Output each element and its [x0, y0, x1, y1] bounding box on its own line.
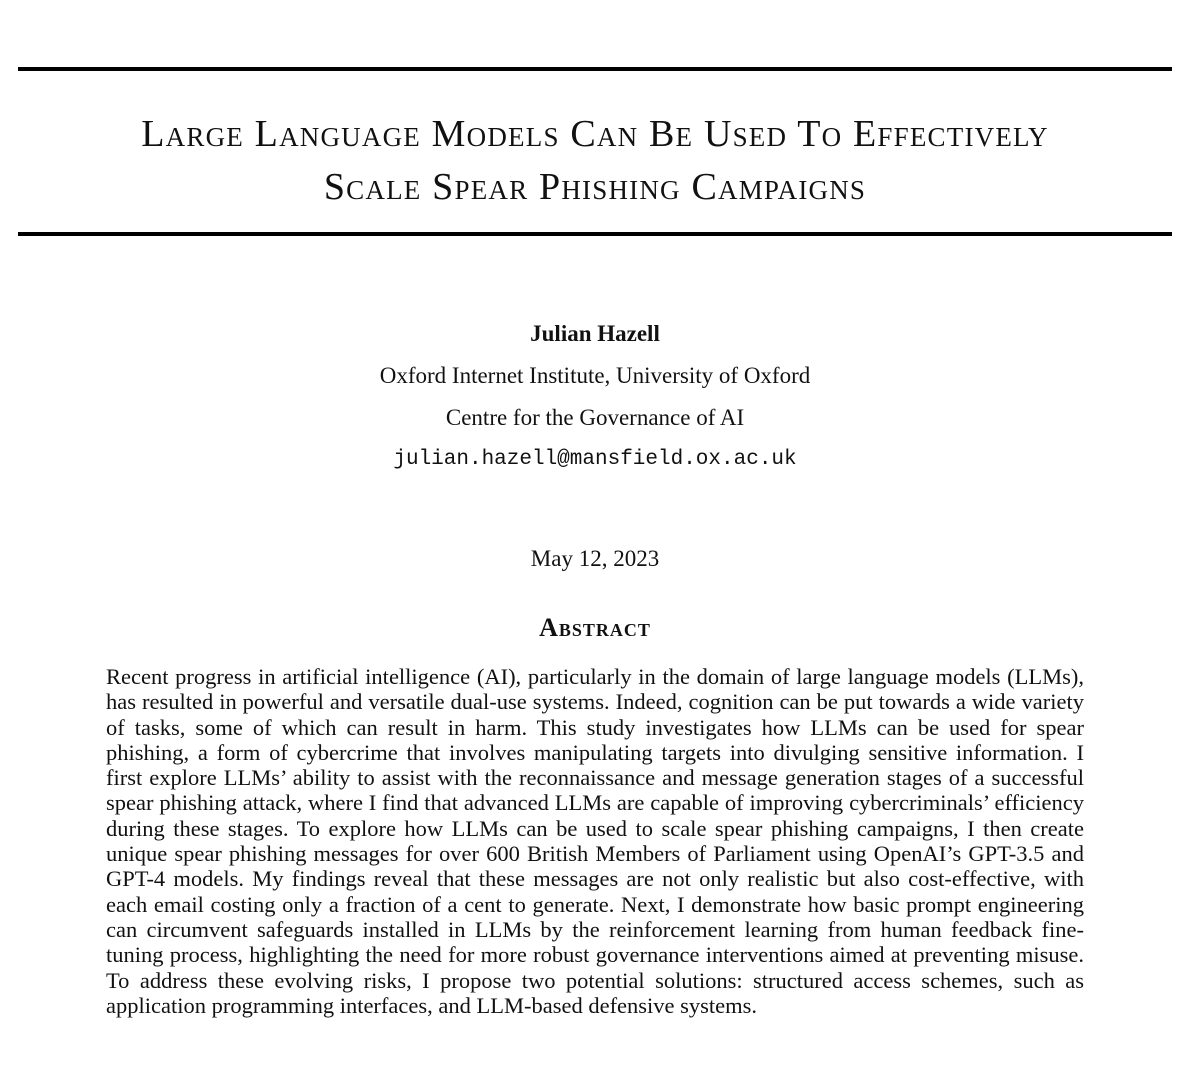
author-block — [0, 320, 1190, 474]
paper-title-line-2: Scale Spear Phishing Campaigns — [323, 166, 867, 208]
title-top-rule — [18, 67, 1172, 71]
title-bottom-rule — [18, 232, 1172, 236]
paper-title-line-1: Large Language Models Can Be Used To Effectively — [141, 113, 1049, 155]
paper-title — [18, 108, 1172, 214]
abstract-body: Recent progress in artificial intelligence (AI), particularly in the domain of large language models (LLMs), has resulted in powerful and versatile dual-use systems. Indeed, cognition can be put towards a wide variety of tasks, some of which can result in harm. This study investigates how LLMs can be used for spear phishing, a form of cybercrime that involves manipulating targets into divulging sensitive information. I first explore LLMs’ ability to assist with the reconnaissance and message generation stages of a successful spear phishing attack, where I find that advanced LLMs are capable of improving cybercriminals’ efficiency during these stages. To explore how LLMs can be used to scale spear phishing campaigns, I then create unique spear phishing messages for over 600 British Members of Parliament using OpenAI’s GPT-3.5 and GPT-4 models. My findings reveal that these messages are not only realistic but also cost-effective, with each email costing only a fraction of a cent to generate. Next, I demonstrate how basic prompt engineering can circumvent safeguards installed in LLMs by the reinforcement learning from human feedback fine-tuning process, highlighting the need for more robust governance interventions aimed at preventing misuse. To address these evolving risks, I propose two potential solutions: structured access schemes, such as application programming interfaces, and LLM-based defensive systems. — [106, 664, 1084, 1018]
author-name: Julian Hazell — [530, 321, 660, 346]
author-email: julian.hazell@mansfield.ox.ac.uk — [393, 448, 797, 471]
abstract-heading: Abstract — [539, 613, 651, 642]
affiliation-1: Oxford Internet Institute, University of Oxford — [379, 363, 811, 388]
publication-date: May 12, 2023 — [530, 546, 660, 571]
affiliation-2: Centre for the Governance of AI — [445, 405, 745, 430]
